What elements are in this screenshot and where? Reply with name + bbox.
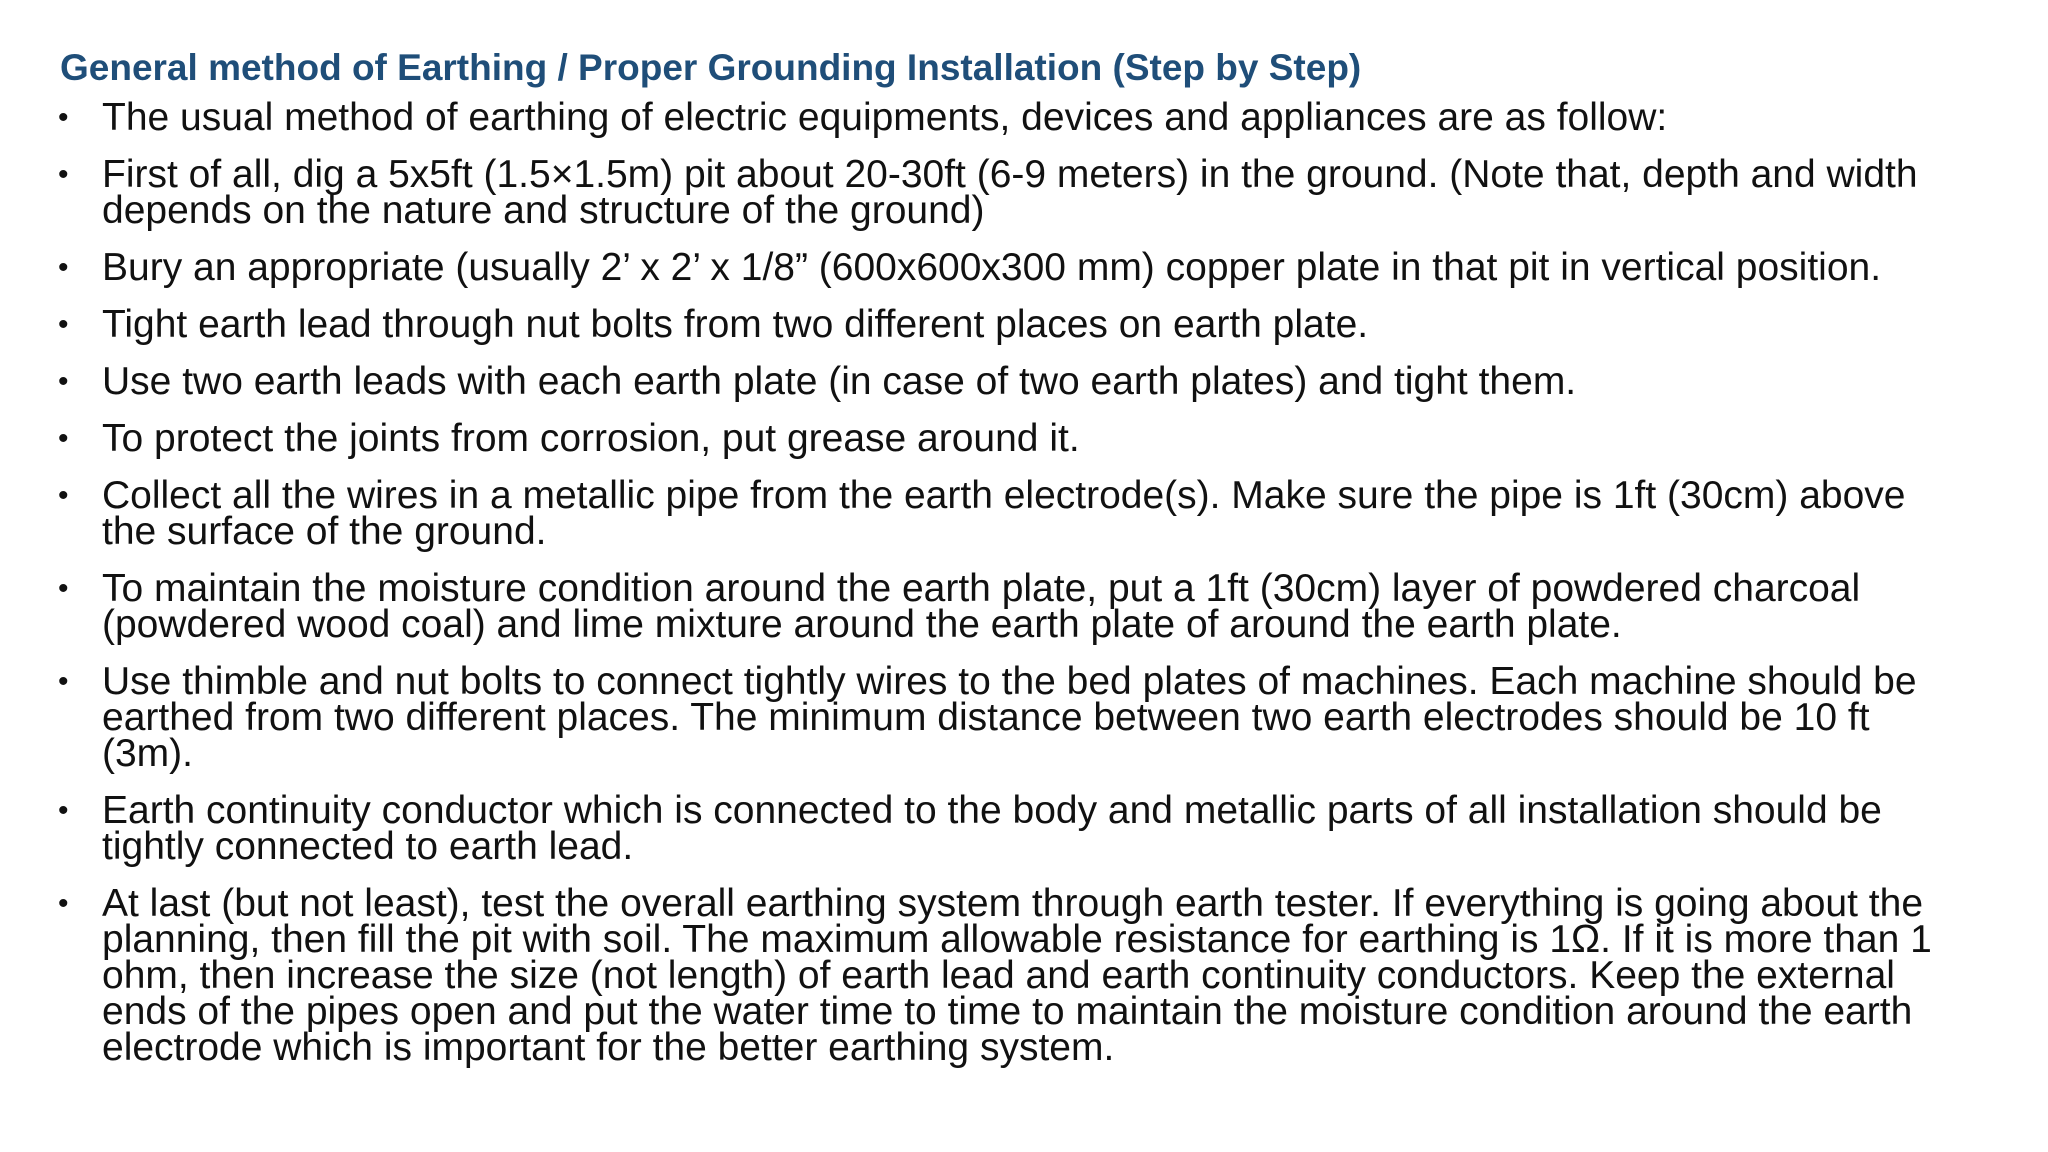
list-item — [56, 360, 1936, 403]
list-item — [56, 246, 1936, 289]
bullet-icon: • — [58, 365, 69, 398]
list-item — [56, 303, 1936, 346]
bullet-icon: • — [58, 794, 69, 827]
bullet-icon: • — [58, 422, 69, 455]
list-item-text: To protect the joints from corrosion, put grease around it. — [102, 417, 1080, 460]
list-item-text: Use thimble and nut bolts to connect tightly wires to the bed plates of machines. Each machine should be earthed from two different places. The minimum distance between two earth electrodes should be 10 ft (3m). — [102, 660, 1917, 775]
list-item-text: Earth continuity conductor which is connected to the body and metallic parts of all installation should be tightly connected to earth lead. — [102, 789, 1882, 868]
list-item — [56, 882, 1936, 1069]
list-item — [56, 789, 1936, 868]
bullet-list — [56, 96, 1936, 1087]
list-item — [56, 660, 1936, 775]
list-item-text: To maintain the moisture condition around the earth plate, put a 1ft (30cm) layer of powdered charcoal (powdered wood coal) and lime mixture around the earth plate of around the earth plate. — [102, 567, 1861, 646]
bullet-icon: • — [58, 572, 69, 605]
list-item — [56, 153, 1936, 232]
list-item — [56, 567, 1936, 646]
list-item — [56, 417, 1936, 460]
bullet-icon: • — [58, 158, 69, 191]
bullet-icon: • — [58, 479, 69, 512]
list-item-text: Bury an appropriate (usually 2’ x 2’ x 1/8” (600x600x300 mm) copper plate in that pit in vertical position. — [102, 246, 1882, 289]
list-item — [56, 474, 1936, 553]
bullet-icon: • — [58, 665, 69, 698]
list-item-text: Tight earth lead through nut bolts from two different places on earth plate. — [102, 303, 1369, 346]
bullet-icon: • — [58, 251, 69, 284]
bullet-icon: • — [58, 101, 69, 134]
slide-title: General method of Earthing / Proper Grounding Installation (Step by Step) — [60, 47, 1362, 88]
list-item-text: The usual method of earthing of electric equipments, devices and appliances are as follow: — [102, 96, 1668, 139]
list-item-text: Collect all the wires in a metallic pipe from the earth electrode(s). Make sure the pipe is 1ft (30cm) above the surface of the ground. — [102, 474, 1906, 553]
list-item-text: First of all, dig a 5x5ft (1.5×1.5m) pit about 20-30ft (6-9 meters) in the ground. (Note that, depth and width depends on the nature and structure of the ground) — [102, 153, 1918, 232]
bullet-icon: • — [58, 887, 69, 920]
list-item — [56, 96, 1936, 139]
bullet-icon: • — [58, 308, 69, 341]
list-item-text: At last (but not least), test the overall earthing system through earth tester. If everything is going about the planning, then fill the pit with soil. The maximum allowable resistance for earthing is 1Ω. If it is more than 1 ohm, then increase the size (not length) of earth lead and earth continuity conductors. Keep the external ends of the pipes open and put the water time to time to maintain the moisture condition around the earth electrode which is important for the better earthing system. — [102, 882, 1932, 1069]
list-item-text: Use two earth leads with each earth plate (in case of two earth plates) and tight them. — [102, 360, 1577, 403]
